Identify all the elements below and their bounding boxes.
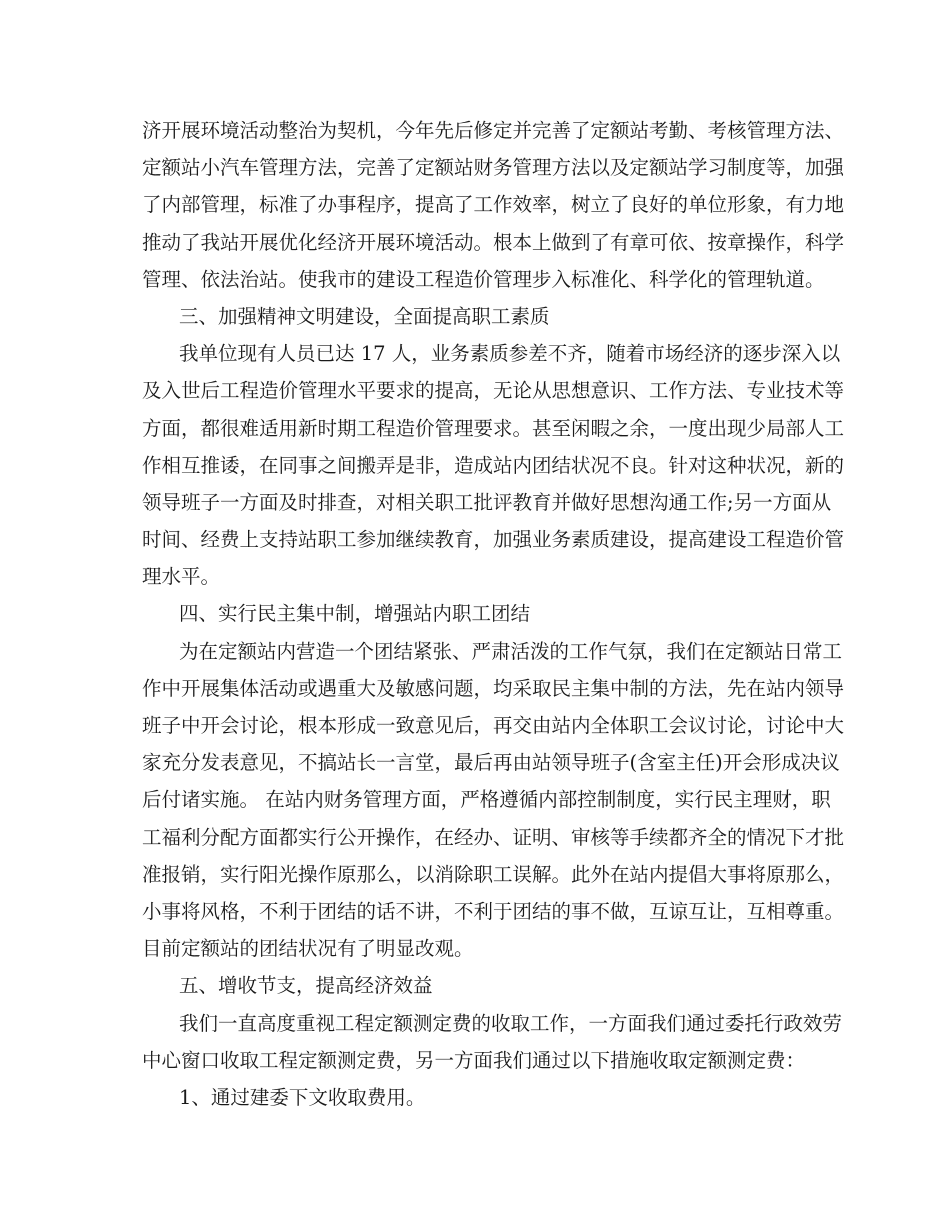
text-line: 方面，都很难适用新时期工程造价管理要求。甚至闲暇之余，一度出现少局部人工 bbox=[142, 416, 845, 440]
text-line: 定额站小汽车管理方法，完善了定额站财务管理方法以及定额站学习制度等，加强 bbox=[142, 156, 845, 180]
text-line: 时间、经费上支持站职工参加继续教育，加强业务素质建设，提高建设工程造价管 bbox=[142, 528, 845, 552]
text-line: 作相互推诿，在同事之间搬弄是非，造成站内团结状况不良。针对这种状况，新的 bbox=[142, 453, 845, 477]
text-line: 家充分发表意见，不搞站长一言堂，最后再由站领导班子(含室主任)开会形成决议 bbox=[142, 751, 840, 775]
text-line: 济开展环境活动整治为契机，今年先后修定并完善了定额站考勤、考核管理方法、 bbox=[142, 119, 845, 142]
text-line: 后付诸实施。 在站内财务管理方面，严格遵循内部控制制度，实行民主理财，职 bbox=[142, 788, 831, 812]
text-line: 目前定额站的团结状况有了明显改观。 bbox=[142, 937, 474, 961]
text-line: 我单位现有人员已达 17 人，业务素质参差不齐，随着市场经济的逐步深入以 bbox=[179, 342, 841, 366]
text-line: 准报销，实行阳光操作原那么，以消除职工误解。此外在站内提倡大事将原那么， bbox=[142, 862, 845, 886]
text-line: 我们一直高度重视工程定额测定费的收取工作，一方面我们通过委托行政效劳 bbox=[179, 1011, 843, 1035]
text-line: 小事将风格，不利于团结的话不讲，不利于团结的事不做，互谅互让，互相尊重。 bbox=[142, 899, 845, 923]
text-line: 领导班子一方面及时排查，对相关职工批评教育并做好思想沟通工作;另一方面从 bbox=[142, 490, 832, 514]
text-line: 为在定额站内营造一个团结紧张、严肃活泼的工作气氛，我们在定额站日常工 bbox=[179, 639, 843, 663]
text-line: 及入世后工程造价管理水平要求的提高，无论从思想意识、工作方法、专业技术等 bbox=[142, 379, 845, 403]
text-line: 班子中开会讨论，根本形成一致意见后，再交由站内全体职工会议讨论，讨论中大 bbox=[142, 714, 845, 737]
text-line: 管理、依法治站。使我市的建设工程造价管理步入标准化、科学化的管理轨道。 bbox=[142, 267, 825, 291]
text-line: 作中开展集体活动或遇重大及敏感问题，均采取民主集中制的方法，先在站内领导 bbox=[142, 676, 845, 700]
text-line: 理水平。 bbox=[142, 565, 221, 589]
text-line: 四、实行民主集中制，增强站内职工团结 bbox=[179, 602, 531, 626]
text-line: 中心窗口收取工程定额测定费，另一方面我们通过以下措施收取定额测定费： bbox=[142, 1048, 806, 1072]
text-line: 工福利分配方面都实行公开操作，在经办、证明、审核等手续都齐全的情况下才批 bbox=[142, 825, 845, 849]
text-line: 了内部管理，标准了办事程序，提高了工作效率，树立了良好的单位形象，有力地 bbox=[142, 193, 845, 217]
text-line: 三、加强精神文明建设，全面提高职工素质 bbox=[179, 304, 550, 328]
text-line: 五、增收节支，提高经济效益 bbox=[179, 974, 433, 998]
text-line: 1、通过建委下文收取费用。 bbox=[179, 1085, 426, 1109]
document-body bbox=[142, 112, 845, 1116]
text-line: 推动了我站开展优化经济开展环境活动。根本上做到了有章可依、按章操作，科学 bbox=[142, 230, 845, 254]
